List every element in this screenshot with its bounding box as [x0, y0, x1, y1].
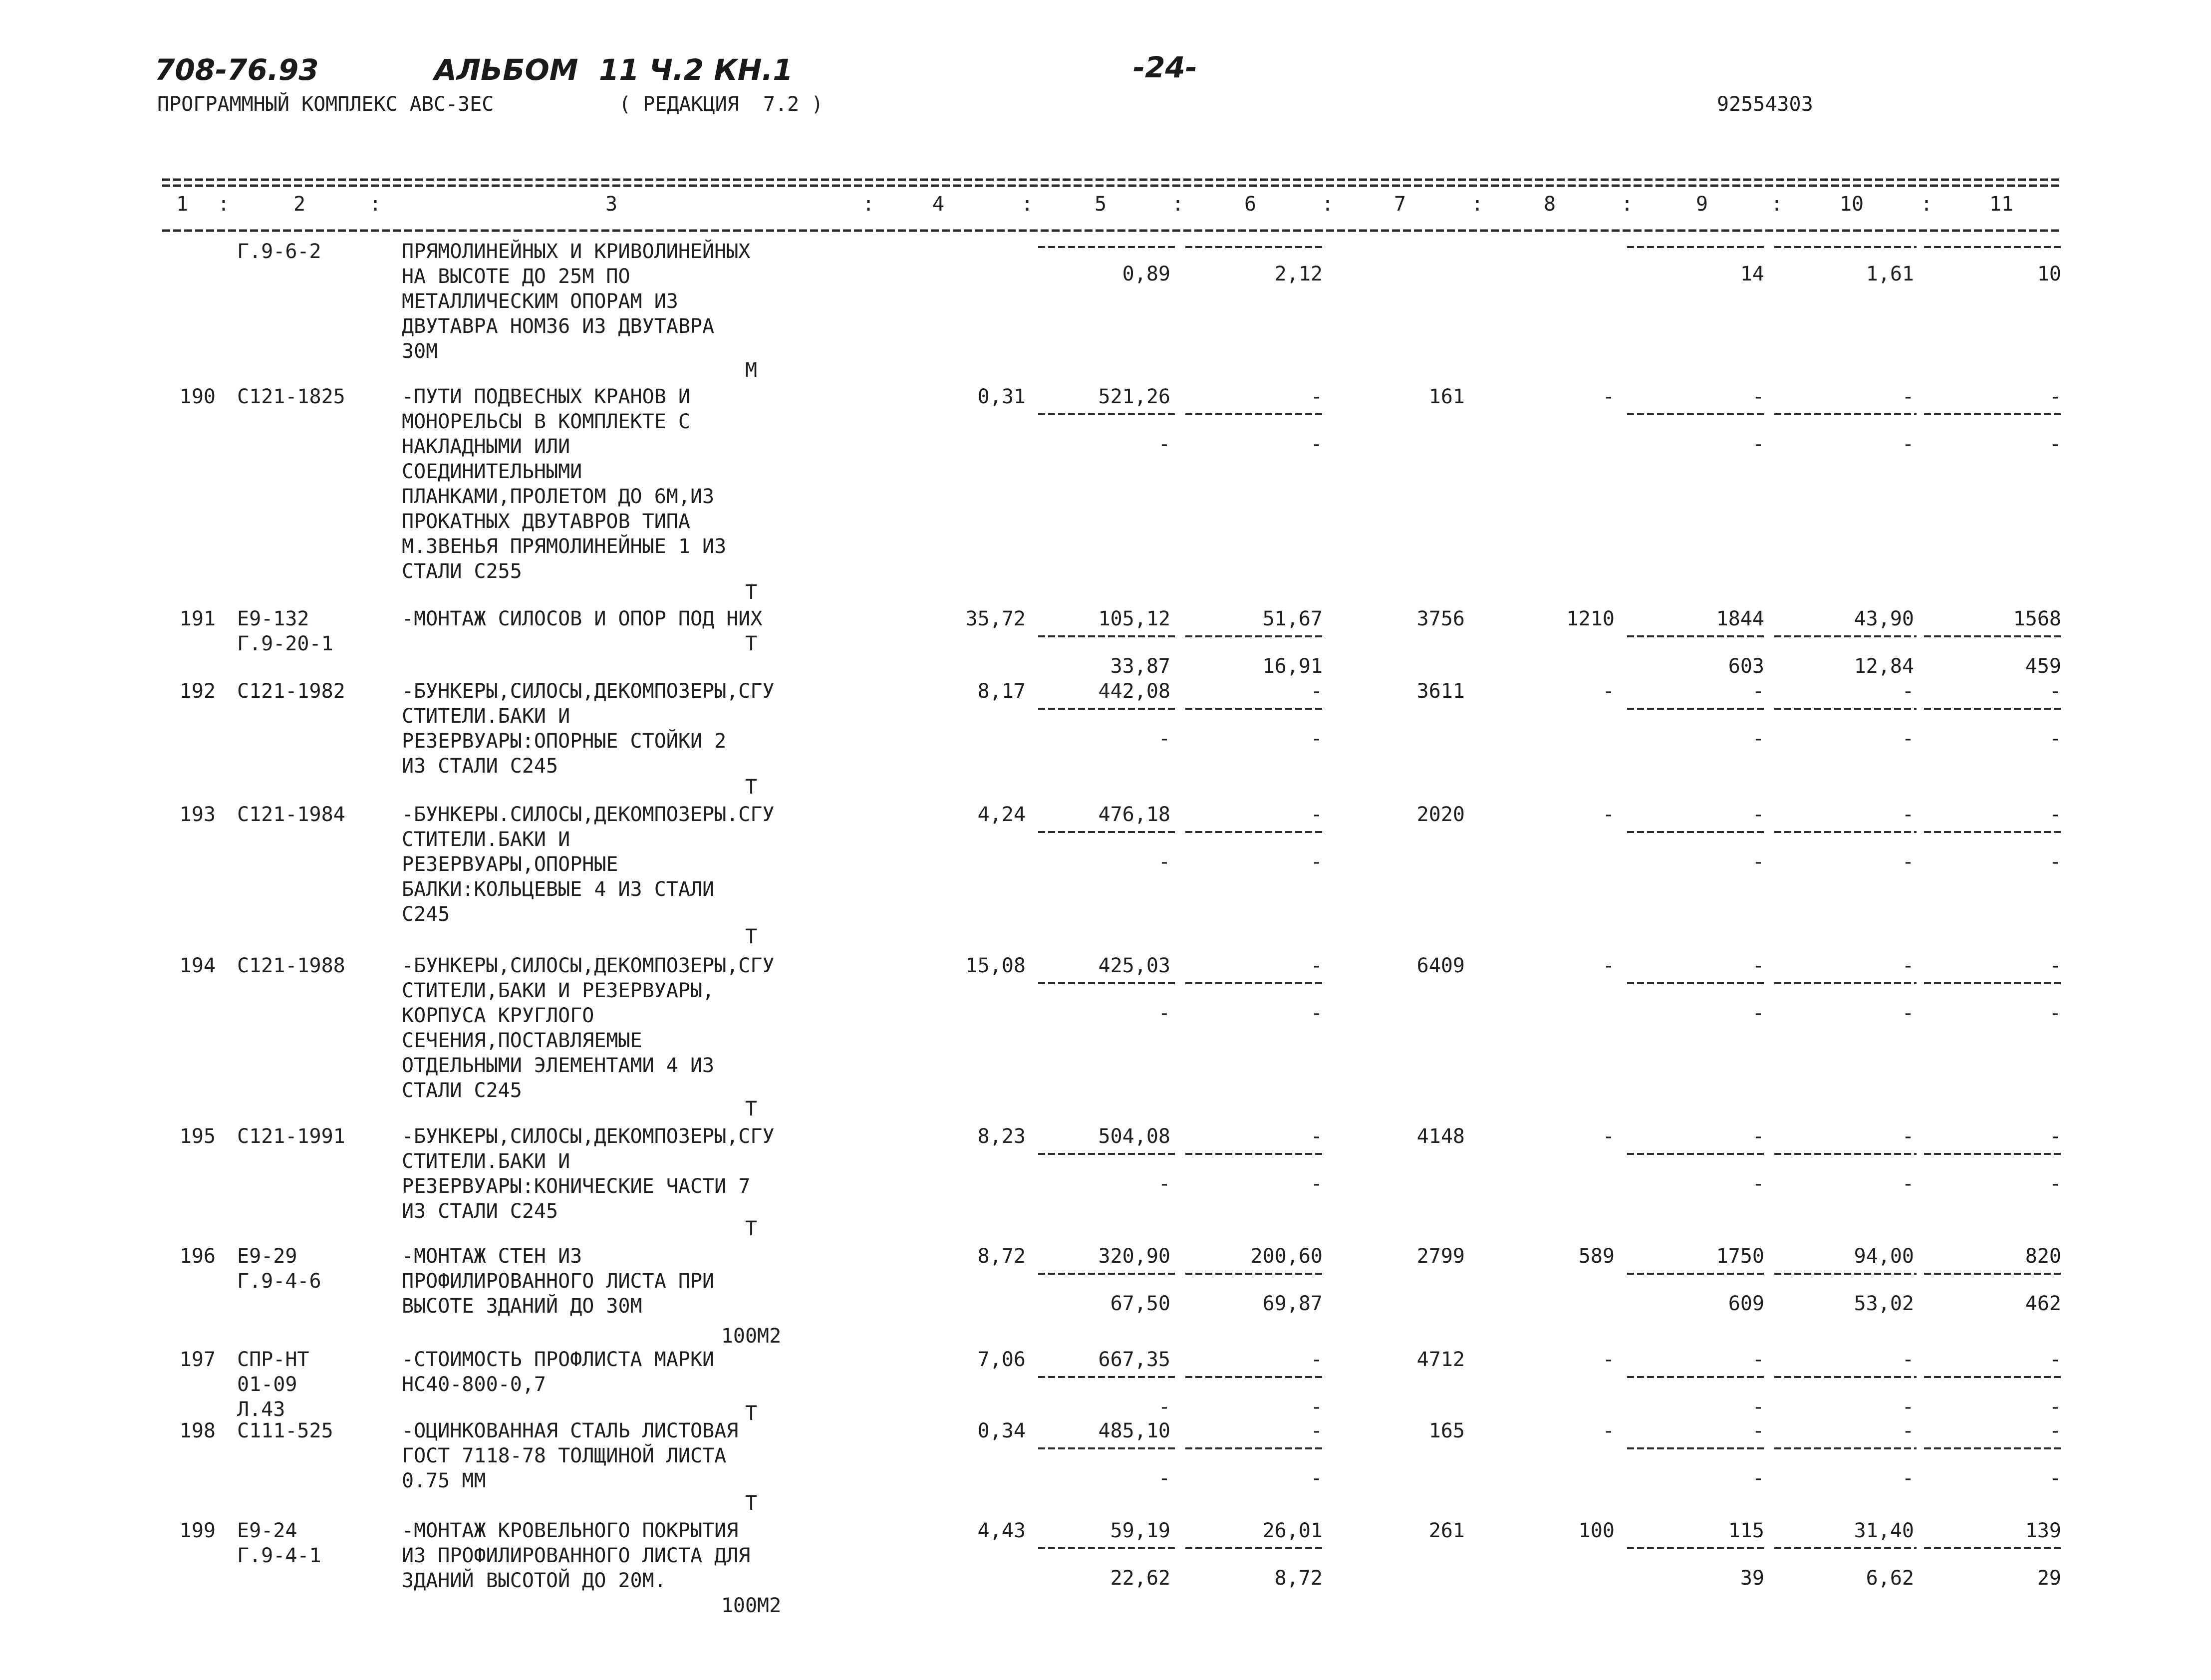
item-description: ИЗ СТАЛИ С245	[402, 755, 558, 778]
value-col10-lower: -	[1902, 850, 1914, 873]
item-description: РЕЗЕРВУАРЫ:ОПОРНЫЕ СТОЙКИ 2	[402, 730, 727, 753]
item-description: СТИТЕЛИ.БАКИ И	[402, 1150, 570, 1173]
value-col10: -	[1902, 954, 1914, 977]
value-col5: 521,26	[1098, 385, 1170, 408]
value-col5: 425,03	[1098, 954, 1170, 977]
value-col10: -	[1902, 1125, 1914, 1148]
item-description: МОНОРЕЛЬСЫ В КОМПЛЕКТЕ С	[402, 410, 690, 433]
value-col8: -	[1602, 954, 1615, 977]
value-col6-lower: 69,87	[1262, 1292, 1323, 1315]
value-col5: 59,19	[1110, 1519, 1170, 1542]
item-description: СТИТЕЛИ.БАКИ И	[402, 828, 570, 851]
resource-code: СПР-НТ	[237, 1348, 309, 1371]
table-row	[180, 385, 2061, 604]
value-col7: 2799	[1416, 1245, 1465, 1268]
column-separator: :	[1621, 193, 1634, 216]
value-col7: 4148	[1416, 1125, 1465, 1148]
value-col8: -	[1602, 680, 1615, 703]
value-col9: -	[1752, 385, 1764, 408]
value-col9-lower: 14	[1740, 263, 1764, 285]
item-description: НА ВЫСОТЕ ДО 25М ПО	[402, 265, 630, 288]
column-header: 4	[932, 193, 945, 216]
item-description: ДВУТАВРА НОМ36 ИЗ ДВУТАВРА	[402, 315, 715, 338]
value-col9: 1750	[1716, 1245, 1764, 1268]
value-col6: 200,60	[1250, 1245, 1323, 1268]
value-col5: 485,10	[1098, 1419, 1170, 1442]
item-description: СТАЛИ С245	[402, 1079, 522, 1102]
item-description: ОТДЕЛЬНЫМИ ЭЛЕМЕНТАМИ 4 ИЗ	[402, 1054, 715, 1077]
column-separator: :	[1021, 193, 1034, 216]
item-description: -ОЦИНКОВАННАЯ СТАЛЬ ЛИСТОВАЯ	[402, 1419, 739, 1442]
column-separator: :	[1471, 193, 1484, 216]
value-col11: 820	[2025, 1245, 2061, 1268]
value-col6-lower: -	[1310, 1002, 1323, 1025]
resource-code: С121-1984	[237, 803, 345, 826]
value-col4: 8,72	[977, 1245, 1026, 1268]
value-col10-lower: 53,02	[1854, 1292, 1914, 1315]
item-description: РЕЗЕРВУАРЫ,ОПОРНЫЕ	[402, 853, 618, 876]
unit-of-measure: Т	[745, 632, 758, 655]
column-separators	[218, 193, 1933, 216]
value-col9-lower: -	[1752, 433, 1764, 456]
value-col5-lower: 22,62	[1110, 1567, 1170, 1590]
table-row	[180, 803, 2061, 948]
unit-of-measure: 100М2	[721, 1325, 782, 1348]
row-number: 191	[179, 607, 216, 630]
row-number: 193	[179, 803, 216, 826]
table-body	[180, 239, 2061, 1617]
table-row	[180, 954, 2061, 1120]
value-col7: 3756	[1416, 607, 1465, 630]
value-col7: 3611	[1416, 680, 1465, 703]
value-col10: -	[1902, 680, 1914, 703]
value-col9-lower: -	[1752, 727, 1764, 750]
album-code: 708-76.93	[155, 53, 319, 87]
item-description: -БУНКЕРЫ.СИЛОСЫ,ДЕКОМПОЗЕРЫ.СГУ	[402, 803, 775, 826]
value-col5-lower: -	[1158, 850, 1170, 873]
value-col11: -	[2049, 1125, 2061, 1148]
value-col7: 4712	[1416, 1348, 1465, 1371]
value-col6-lower: 8,72	[1274, 1567, 1323, 1590]
value-col6: -	[1310, 803, 1323, 826]
value-col11-lower: -	[2049, 850, 2061, 873]
column-header: 2	[293, 193, 306, 216]
value-col6-lower: -	[1310, 1467, 1323, 1490]
resource-code: Г.9-4-1	[237, 1544, 321, 1567]
value-col5-lower: -	[1158, 433, 1170, 456]
row-number: 190	[179, 385, 216, 408]
value-col11: 1568	[2013, 607, 2061, 630]
table-row	[237, 239, 2061, 382]
column-separator: :	[217, 193, 230, 216]
album-label: АЛЬБОМ	[434, 53, 578, 87]
value-col5: 504,08	[1098, 1125, 1170, 1148]
value-col9: -	[1752, 1419, 1764, 1442]
table-row	[180, 1245, 2061, 1348]
value-col9: -	[1752, 803, 1764, 826]
column-header: 1	[176, 193, 189, 216]
value-col5: 667,35	[1098, 1348, 1170, 1371]
item-description: СТИТЕЛИ,БАКИ И РЕЗЕРВУАРЫ,	[402, 979, 715, 1002]
column-header: 9	[1695, 193, 1708, 216]
unit-of-measure: 100М2	[721, 1594, 782, 1617]
item-description: МЕТАЛЛИЧЕСКИМ ОПОРАМ ИЗ	[402, 290, 678, 313]
item-description: СТАЛИ С255	[402, 560, 522, 583]
resource-code: С121-1988	[237, 954, 345, 977]
value-col5-lower: -	[1158, 1467, 1170, 1490]
value-col11-lower: -	[2049, 727, 2061, 750]
value-col10: -	[1902, 1419, 1914, 1442]
item-description: ВЫСОТЕ ЗДАНИЙ ДО 30М	[402, 1295, 642, 1318]
table-row	[180, 680, 2061, 799]
item-description: БАЛКИ:КОЛЬЦЕВЫЕ 4 ИЗ СТАЛИ	[402, 878, 715, 901]
column-header: 5	[1094, 193, 1107, 216]
item-description: ИЗ СТАЛИ С245	[402, 1200, 558, 1223]
value-col6: 51,67	[1262, 607, 1323, 630]
value-col6-lower: -	[1310, 433, 1323, 456]
value-col9-lower: 39	[1740, 1567, 1764, 1590]
value-col11-lower: 462	[2025, 1292, 2061, 1315]
table-row	[180, 1348, 2061, 1425]
value-col10-lower: -	[1902, 727, 1914, 750]
edition: ( РЕДАКЦИЯ 7.2 )	[619, 93, 824, 116]
value-col10: -	[1902, 803, 1914, 826]
item-description: С245	[402, 903, 450, 926]
value-col9-lower: 603	[1728, 655, 1764, 678]
item-description: -ПУТИ ПОДВЕСНЫХ КРАНОВ И	[402, 385, 690, 408]
item-description: ПЛАНКАМИ,ПРОЛЕТОМ ДО 6М,ИЗ	[402, 485, 715, 508]
value-col10: 43,90	[1854, 607, 1914, 630]
value-col8: -	[1602, 1419, 1615, 1442]
value-col11: 139	[2025, 1519, 2061, 1542]
item-description: -СТОИМОСТЬ ПРОФЛИСТА МАРКИ	[402, 1348, 715, 1371]
resource-code: Е9-132	[237, 607, 309, 630]
value-col9: -	[1752, 1125, 1764, 1148]
row-number: 195	[179, 1125, 216, 1148]
value-col7: 261	[1428, 1519, 1465, 1542]
resource-code: Е9-29	[237, 1245, 297, 1268]
value-col4: 8,17	[977, 680, 1026, 703]
value-col10-lower: -	[1902, 1002, 1914, 1025]
row-number: 196	[179, 1245, 216, 1268]
table-row	[180, 607, 2061, 678]
value-col11: -	[2049, 954, 2061, 977]
value-col11-lower: 459	[2025, 655, 2061, 678]
column-separator: :	[1770, 193, 1783, 216]
document-id: 92554303	[1717, 93, 1813, 116]
column-header: 3	[605, 193, 618, 216]
row-number: 198	[179, 1419, 216, 1442]
column-header: 11	[1989, 193, 2014, 216]
value-col9: -	[1752, 1348, 1764, 1371]
table-row	[180, 1419, 2061, 1515]
item-description: М.ЗВЕНЬЯ ПРЯМОЛИНЕЙНЫЕ 1 ИЗ	[402, 535, 727, 558]
value-col10-lower: 6,62	[1866, 1567, 1914, 1590]
column-headers	[176, 193, 2013, 216]
item-description: -БУНКЕРЫ,СИЛОСЫ,ДЕКОМПОЗЕРЫ,СГУ	[402, 1125, 775, 1148]
value-col8: 1210	[1566, 607, 1615, 630]
row-number: 192	[179, 680, 216, 703]
column-header: 8	[1543, 193, 1556, 216]
value-col6-lower: -	[1310, 727, 1323, 750]
unit-of-measure: Т	[745, 581, 758, 604]
resource-code: С121-1991	[237, 1125, 345, 1148]
row-number: 197	[179, 1348, 216, 1371]
value-col4: 0,34	[977, 1419, 1026, 1442]
value-col10-lower: 12,84	[1854, 655, 1914, 678]
item-description: СЕЧЕНИЯ,ПОСТАВЛЯЕМЫЕ	[402, 1029, 642, 1052]
value-col11: -	[2049, 1348, 2061, 1371]
value-col9: 115	[1728, 1519, 1764, 1542]
item-description: СТИТЕЛИ.БАКИ И	[402, 705, 570, 728]
item-description: ПРОФИЛИРОВАННОГО ЛИСТА ПРИ	[402, 1270, 715, 1293]
value-col9: -	[1752, 680, 1764, 703]
item-description: ИЗ ПРОФИЛИРОВАННОГО ЛИСТА ДЛЯ	[402, 1544, 751, 1567]
item-description: РЕЗЕРВУАРЫ:КОНИЧЕСКИЕ ЧАСТИ 7	[402, 1175, 751, 1198]
value-col7: 161	[1428, 385, 1465, 408]
value-col9-lower: -	[1752, 1467, 1764, 1490]
value-col4: 7,06	[977, 1348, 1026, 1371]
value-col5: 442,08	[1098, 680, 1170, 703]
value-col9-lower: -	[1752, 1172, 1764, 1195]
value-col6: -	[1310, 1419, 1323, 1442]
value-col10-lower: -	[1902, 433, 1914, 456]
item-description: -МОНТАЖ СТЕН ИЗ	[402, 1245, 582, 1268]
item-description: -БУНКЕРЫ,СИЛОСЫ,ДЕКОМПОЗЕРЫ,СГУ	[402, 680, 775, 703]
value-col8: -	[1602, 385, 1615, 408]
value-col5-lower: 0,89	[1122, 263, 1170, 285]
value-col10: 94,00	[1854, 1245, 1914, 1268]
column-separator: :	[1171, 193, 1184, 216]
value-col6: -	[1310, 954, 1323, 977]
unit-of-measure: Т	[745, 1217, 758, 1240]
value-col8: -	[1602, 803, 1615, 826]
value-col10: -	[1902, 385, 1914, 408]
value-col7: 2020	[1416, 803, 1465, 826]
item-description: 0.75 ММ	[402, 1469, 486, 1492]
resource-code: Л.43	[237, 1398, 285, 1421]
resource-code: С121-1982	[237, 680, 345, 703]
table-row	[180, 1519, 2061, 1617]
value-col10: -	[1902, 1348, 1914, 1371]
value-col11-lower: -	[2049, 1172, 2061, 1195]
resource-code: Г.9-4-6	[237, 1270, 321, 1293]
value-col11: -	[2049, 1419, 2061, 1442]
column-separator: :	[862, 193, 875, 216]
value-col6-lower: -	[1310, 850, 1323, 873]
value-col4: 0,31	[977, 385, 1026, 408]
value-col10-lower: 1,61	[1866, 263, 1914, 285]
value-col11: -	[2049, 680, 2061, 703]
value-col11: -	[2049, 385, 2061, 408]
resource-code: 01-09	[237, 1373, 297, 1396]
item-description: -МОНТАЖ КРОВЕЛЬНОГО ПОКРЫТИЯ	[402, 1519, 739, 1542]
item-description: КОРПУСА КРУГЛОГО	[402, 1004, 594, 1027]
item-description: ПРЯМОЛИНЕЙНЫХ И КРИВОЛИНЕЙНЫХ	[402, 240, 751, 263]
value-col5: 320,90	[1098, 1245, 1170, 1268]
item-description: 30М	[402, 340, 438, 363]
resource-code: Г.9-6-2	[237, 240, 321, 263]
unit-of-measure: Т	[745, 1098, 758, 1120]
row-number: 199	[179, 1519, 216, 1542]
value-col9-lower: -	[1752, 1002, 1764, 1025]
unit-of-measure: Т	[745, 1492, 758, 1515]
album-part: 11 Ч.2 КН.1	[599, 53, 793, 87]
unit-of-measure: Т	[745, 776, 758, 799]
value-col11: -	[2049, 803, 2061, 826]
value-col5: 476,18	[1098, 803, 1170, 826]
value-col6-lower: 2,12	[1274, 263, 1323, 285]
value-col6-lower: 16,91	[1262, 655, 1323, 678]
value-col5-lower: 67,50	[1110, 1292, 1170, 1315]
column-separator: :	[1321, 193, 1334, 216]
value-col5-lower: -	[1158, 1396, 1170, 1418]
item-description: НАКЛАДНЫМИ ИЛИ	[402, 435, 570, 458]
value-col11-lower: -	[2049, 1467, 2061, 1490]
unit-of-measure: Т	[745, 1402, 758, 1425]
value-col4: 4,24	[977, 803, 1026, 826]
resource-code: С121-1825	[237, 385, 345, 408]
item-description: -МОНТАЖ СИЛОСОВ И ОПОР ПОД НИХ	[402, 607, 763, 630]
value-col10: 31,40	[1854, 1519, 1914, 1542]
value-col10-lower: -	[1902, 1396, 1914, 1418]
value-col8: 589	[1578, 1245, 1615, 1268]
item-description: -БУНКЕРЫ,СИЛОСЫ,ДЕКОМПОЗЕРЫ,СГУ	[402, 954, 775, 977]
value-col11-lower: -	[2049, 1396, 2061, 1418]
value-col11-lower: -	[2049, 433, 2061, 456]
unit-of-measure: М	[745, 359, 758, 382]
column-separator: :	[369, 193, 382, 216]
value-col4: 35,72	[965, 607, 1026, 630]
value-col5-lower: -	[1158, 727, 1170, 750]
value-col8: 100	[1578, 1519, 1615, 1542]
resource-code: Е9-24	[237, 1519, 297, 1542]
column-separator: :	[1920, 193, 1933, 216]
value-col5: 105,12	[1098, 607, 1170, 630]
column-header: 6	[1244, 193, 1257, 216]
value-col5-lower: -	[1158, 1002, 1170, 1025]
value-col9: 1844	[1716, 607, 1764, 630]
value-col5-lower: -	[1158, 1172, 1170, 1195]
table-row	[180, 1125, 2061, 1240]
value-col11-lower: 29	[2037, 1567, 2061, 1590]
item-description: ПРОКАТНЫХ ДВУТАВРОВ ТИПА	[402, 510, 690, 533]
value-col5-lower: 33,87	[1110, 655, 1170, 678]
unit-of-measure: Т	[745, 925, 758, 948]
item-description: НС40-800-0,7	[402, 1373, 546, 1396]
value-col8: -	[1602, 1348, 1615, 1371]
value-col9-lower: -	[1752, 1396, 1764, 1418]
value-col9: -	[1752, 954, 1764, 977]
value-col4: 15,08	[965, 954, 1026, 977]
value-col9-lower: -	[1752, 850, 1764, 873]
value-col6: -	[1310, 680, 1323, 703]
value-col11-lower: 10	[2037, 263, 2061, 285]
item-description: ЗДАНИЙ ВЫСОТОЙ ДО 20М.	[402, 1569, 666, 1592]
value-col11-lower: -	[2049, 1002, 2061, 1025]
value-col10-lower: -	[1902, 1467, 1914, 1490]
item-description: СОЕДИНИТЕЛЬНЫМИ	[402, 460, 582, 483]
value-col6-lower: -	[1310, 1172, 1323, 1195]
value-col7: 6409	[1416, 954, 1465, 977]
value-col9-lower: 609	[1728, 1292, 1764, 1315]
value-col6-lower: -	[1310, 1396, 1323, 1418]
resource-code: С111-525	[237, 1419, 333, 1442]
program-name: ПРОГРАММНЫЙ КОМПЛЕКС АВС-ЗЕС	[157, 93, 494, 116]
column-header: 7	[1393, 193, 1406, 216]
value-col8: -	[1602, 1125, 1615, 1148]
value-col6: -	[1310, 385, 1323, 408]
value-col4: 4,43	[977, 1519, 1026, 1542]
value-col10-lower: -	[1902, 1172, 1914, 1195]
value-col6: 26,01	[1262, 1519, 1323, 1542]
value-col7: 165	[1428, 1419, 1465, 1442]
value-col6: -	[1310, 1348, 1323, 1371]
value-col4: 8,23	[977, 1125, 1026, 1148]
page-number: -24-	[1133, 50, 1197, 84]
value-col6: -	[1310, 1125, 1323, 1148]
column-header: 10	[1839, 193, 1864, 216]
row-number: 194	[179, 954, 216, 977]
resource-code: Г.9-20-1	[237, 632, 333, 655]
item-description: ГОСТ 7118-78 ТОЛЩИНОЙ ЛИСТА	[402, 1444, 727, 1467]
